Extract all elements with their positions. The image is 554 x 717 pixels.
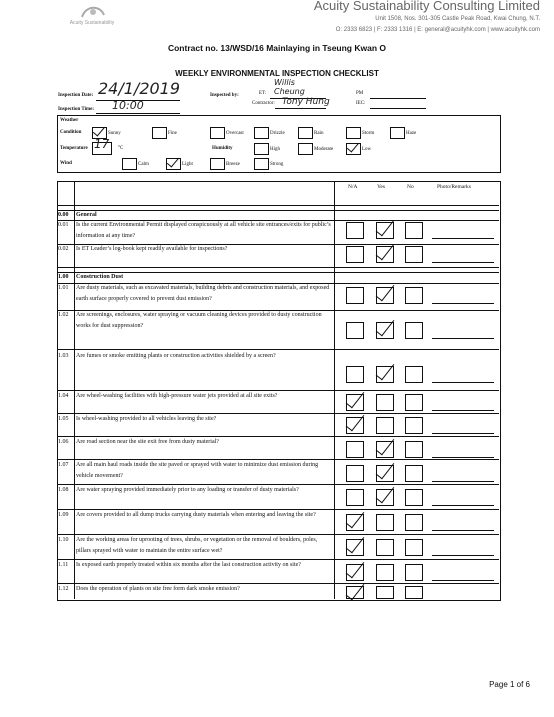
humidity-option-label: Moderate <box>314 147 334 152</box>
row-question: Does the operation of plants on site free form dark smoke emission? <box>76 586 240 592</box>
humidity-high-checkbox[interactable] <box>254 143 269 155</box>
page-number: Page 1 of 6 <box>489 680 530 689</box>
company-name: Acuity Sustainability Consulting Limited <box>313 0 540 13</box>
remarks-line <box>432 481 494 482</box>
remarks-line <box>432 433 494 434</box>
row-number: 0.01 <box>58 222 69 228</box>
condition-storm-checkbox[interactable] <box>346 127 361 139</box>
remarks-line <box>432 262 494 263</box>
wind-option-label: Strong <box>270 162 284 167</box>
table-header-rule <box>57 205 499 206</box>
wind-label: Wind <box>60 161 72 166</box>
condition-option-label: Haze <box>406 131 417 136</box>
weather-label: Weather <box>60 118 79 123</box>
form-title: WEEKLY ENVIRONMENTAL INSPECTION CHECKLIST <box>175 69 379 78</box>
row-question: Are wheel-washing facilities with high-pressure water jets provided at all site exits? <box>76 393 278 399</box>
answer-na-checkbox[interactable] <box>346 465 364 482</box>
wind-breeze-checkbox[interactable] <box>210 158 225 170</box>
condition-fine-checkbox[interactable] <box>152 127 167 139</box>
remarks-line <box>432 580 494 581</box>
table-row-rule <box>57 267 499 268</box>
column-header-yes: Yes <box>377 184 386 190</box>
answer-no-checkbox[interactable] <box>405 514 423 531</box>
pm-label: PM <box>356 91 364 96</box>
row-question: Is ET Leader’s log-book kept readily available for inspections? <box>76 246 228 252</box>
row-question: Is wheel-washing provided to all vehicles leaving the site? <box>76 416 217 422</box>
et-label: ET: <box>259 91 267 96</box>
remarks-line <box>432 530 494 531</box>
condition-label: Condition <box>60 130 82 135</box>
contract-title: Contract no. 13/WSD/16 Mainlaying in Tseung Kwan O <box>167 43 387 53</box>
row-question: Are screenings, enclosures, water spraying or vacuum cleaning devices provided to dusty construction works for dust suppression? <box>76 312 322 329</box>
iec-line <box>370 108 426 109</box>
answer-yes-checkbox[interactable] <box>376 322 394 339</box>
answer-na-checkbox[interactable] <box>346 222 364 239</box>
row-number: 1.06 <box>58 439 69 445</box>
remarks-line <box>432 338 494 339</box>
condition-option-label: Fine <box>168 131 177 136</box>
answer-yes-checkbox[interactable] <box>376 514 394 531</box>
remarks-line <box>432 238 494 239</box>
row-number: 1.04 <box>58 393 69 399</box>
section-title: Construction Dust <box>76 274 124 280</box>
logo-text: Acuity Sustainability <box>69 20 115 26</box>
humidity-label: Humidity <box>212 146 233 151</box>
row-question: Are the working areas for uprooting of trees, shrubs, or vegetation or the removal of boulders, poles, pillars sprayed with water to maintain the entire surface wet? <box>76 537 318 554</box>
remarks-line <box>432 505 494 506</box>
row-question: Are dusty materials, such as excavated materials, building debris and construction materials, and exposed earth surface properly covered to prevent dust emission? <box>76 285 330 302</box>
answer-na-checkbox[interactable] <box>346 322 364 339</box>
temperature-value: 17 <box>94 137 110 151</box>
answer-na-checkbox[interactable] <box>346 564 364 581</box>
contractor-line <box>275 108 326 109</box>
inspection-date-label: Inspection Date: <box>58 93 94 98</box>
temperature-unit: °C <box>118 146 124 151</box>
et-value: Willis Cheung <box>274 78 305 96</box>
condition-haze-checkbox[interactable] <box>390 127 405 139</box>
row-number: 1.12 <box>58 586 69 592</box>
condition-overcast-checkbox[interactable] <box>210 127 225 139</box>
answer-no-checkbox[interactable] <box>405 246 423 263</box>
remarks-line <box>432 410 494 411</box>
company-contact: O: 2333 6823 | F: 2333 1316 | E: general@acuityhk.com | www.acuityhk.com <box>335 27 540 33</box>
answer-no-checkbox[interactable] <box>405 222 423 239</box>
row-question: Are fumes or smoke emitting plants or construction activities shielded by a screen? <box>76 353 276 359</box>
answer-no-checkbox[interactable] <box>405 287 423 304</box>
wind-option-label: Calm <box>138 162 149 167</box>
inspection-time-label: Inspection Time: <box>58 107 95 112</box>
row-question: Are covers provided to all dump trucks carrying dusty materials when entering and leaving the site? <box>76 512 316 518</box>
answer-no-checkbox[interactable] <box>405 489 423 506</box>
remarks-line <box>432 457 494 458</box>
column-header-remarks: Photo/Remarks <box>437 184 471 190</box>
answer-na-checkbox[interactable] <box>346 246 364 263</box>
answer-yes-checkbox[interactable] <box>376 564 394 581</box>
table-row-rule <box>57 272 499 273</box>
contractor-value: Tony Hung <box>282 97 330 107</box>
answer-yes-checkbox[interactable] <box>376 366 394 383</box>
remarks-line <box>432 555 494 556</box>
remarks-line <box>432 303 494 304</box>
condition-option-label: Overcast <box>226 131 244 136</box>
answer-no-checkbox[interactable] <box>405 539 423 556</box>
pm-line <box>370 98 426 99</box>
row-number: 1.09 <box>58 512 69 518</box>
answer-na-checkbox[interactable] <box>346 441 364 458</box>
wind-strong-checkbox[interactable] <box>254 158 269 170</box>
contractor-label: Contractor: <box>252 101 275 106</box>
answer-no-checkbox[interactable] <box>405 586 423 599</box>
company-address: Unit 1508, Nos. 301-305 Castle Peak Road, Kwai Chung, N.T. <box>375 16 540 22</box>
answer-yes-checkbox[interactable] <box>376 287 394 304</box>
section-title: General <box>76 212 97 218</box>
answer-na-checkbox[interactable] <box>346 394 364 411</box>
table-row-rule <box>57 349 499 350</box>
table-row-rule <box>57 210 499 211</box>
row-number: 1.02 <box>58 312 69 318</box>
answer-yes-checkbox[interactable] <box>376 539 394 556</box>
row-number: 1.05 <box>58 416 69 422</box>
humidity-option-label: Low <box>362 147 372 152</box>
inspection-time-line <box>96 113 180 114</box>
company-logo <box>62 3 122 33</box>
answer-na-checkbox[interactable] <box>346 366 364 383</box>
answer-yes-checkbox[interactable] <box>376 441 394 458</box>
answer-yes-checkbox[interactable] <box>376 417 394 434</box>
answer-na-checkbox[interactable] <box>346 514 364 531</box>
condition-option-label: Drizzle <box>270 131 285 136</box>
wind-calm-checkbox[interactable] <box>122 158 137 170</box>
answer-no-checkbox[interactable] <box>405 322 423 339</box>
row-number: 1.00 <box>58 274 69 280</box>
answer-yes-checkbox[interactable] <box>376 465 394 482</box>
column-header-no: No <box>407 184 414 190</box>
wind-light-checkbox[interactable] <box>166 158 181 170</box>
wind-option-label: Breeze <box>226 162 240 167</box>
answer-yes-checkbox[interactable] <box>376 222 394 239</box>
answer-no-checkbox[interactable] <box>405 417 423 434</box>
row-number: 1.11 <box>58 562 69 568</box>
answer-no-checkbox[interactable] <box>405 441 423 458</box>
logo-icon <box>80 3 106 19</box>
condition-option-label: Rain <box>314 131 324 136</box>
row-number: 0.02 <box>58 246 69 252</box>
row-number: 1.10 <box>58 537 69 543</box>
row-question: Are road section near the site exit free from dusty material? <box>76 439 219 445</box>
humidity-low-checkbox[interactable] <box>346 143 361 155</box>
remarks-line <box>432 382 494 383</box>
iec-label: IEC: <box>356 101 366 106</box>
condition-rain-checkbox[interactable] <box>298 127 313 139</box>
humidity-moderate-checkbox[interactable] <box>298 143 313 155</box>
row-question: Are water spraying provided immediately prior to any loading or transfer of dusty materials? <box>76 487 299 493</box>
answer-no-checkbox[interactable] <box>405 366 423 383</box>
answer-no-checkbox[interactable] <box>405 465 423 482</box>
answer-yes-checkbox[interactable] <box>376 489 394 506</box>
answer-no-checkbox[interactable] <box>405 564 423 581</box>
condition-drizzle-checkbox[interactable] <box>254 127 269 139</box>
answer-na-checkbox[interactable] <box>346 539 364 556</box>
inspection-time-value: 10:00 <box>112 99 144 112</box>
row-number: 1.03 <box>58 353 69 359</box>
row-question: Is exposed earth properly treated within six months after the last construction activity on site? <box>76 562 301 568</box>
answer-yes-checkbox[interactable] <box>376 246 394 263</box>
row-question: Is the current Environmental Permit displayed conspicuously at all vehicle site entrances/exits for public’s information at any time? <box>76 222 331 239</box>
row-number: 1.07 <box>58 462 69 468</box>
answer-yes-checkbox[interactable] <box>376 586 394 599</box>
answer-na-checkbox[interactable] <box>346 489 364 506</box>
row-number: 0.00 <box>58 212 69 218</box>
inspection-date-value: 24/1/2019 <box>98 79 181 98</box>
row-question: Are all main haul roads inside the site paved or sprayed with water to minimize dust emission during vehicle movement? <box>76 462 319 479</box>
answer-na-checkbox[interactable] <box>346 586 364 599</box>
condition-option-label: Sunny <box>108 131 121 136</box>
inspected-by-label: Inspected by: <box>210 93 239 98</box>
humidity-option-label: High <box>270 147 280 152</box>
answer-na-checkbox[interactable] <box>346 417 364 434</box>
column-header-na: N/A <box>348 184 358 190</box>
wind-option-label: Light <box>182 162 193 167</box>
condition-option-label: Storm <box>362 131 375 136</box>
temperature-label: Temperature <box>60 146 88 151</box>
row-number: 1.08 <box>58 487 69 493</box>
row-number: 1.01 <box>58 285 69 291</box>
answer-yes-checkbox[interactable] <box>376 394 394 411</box>
answer-no-checkbox[interactable] <box>405 394 423 411</box>
answer-na-checkbox[interactable] <box>346 287 364 304</box>
